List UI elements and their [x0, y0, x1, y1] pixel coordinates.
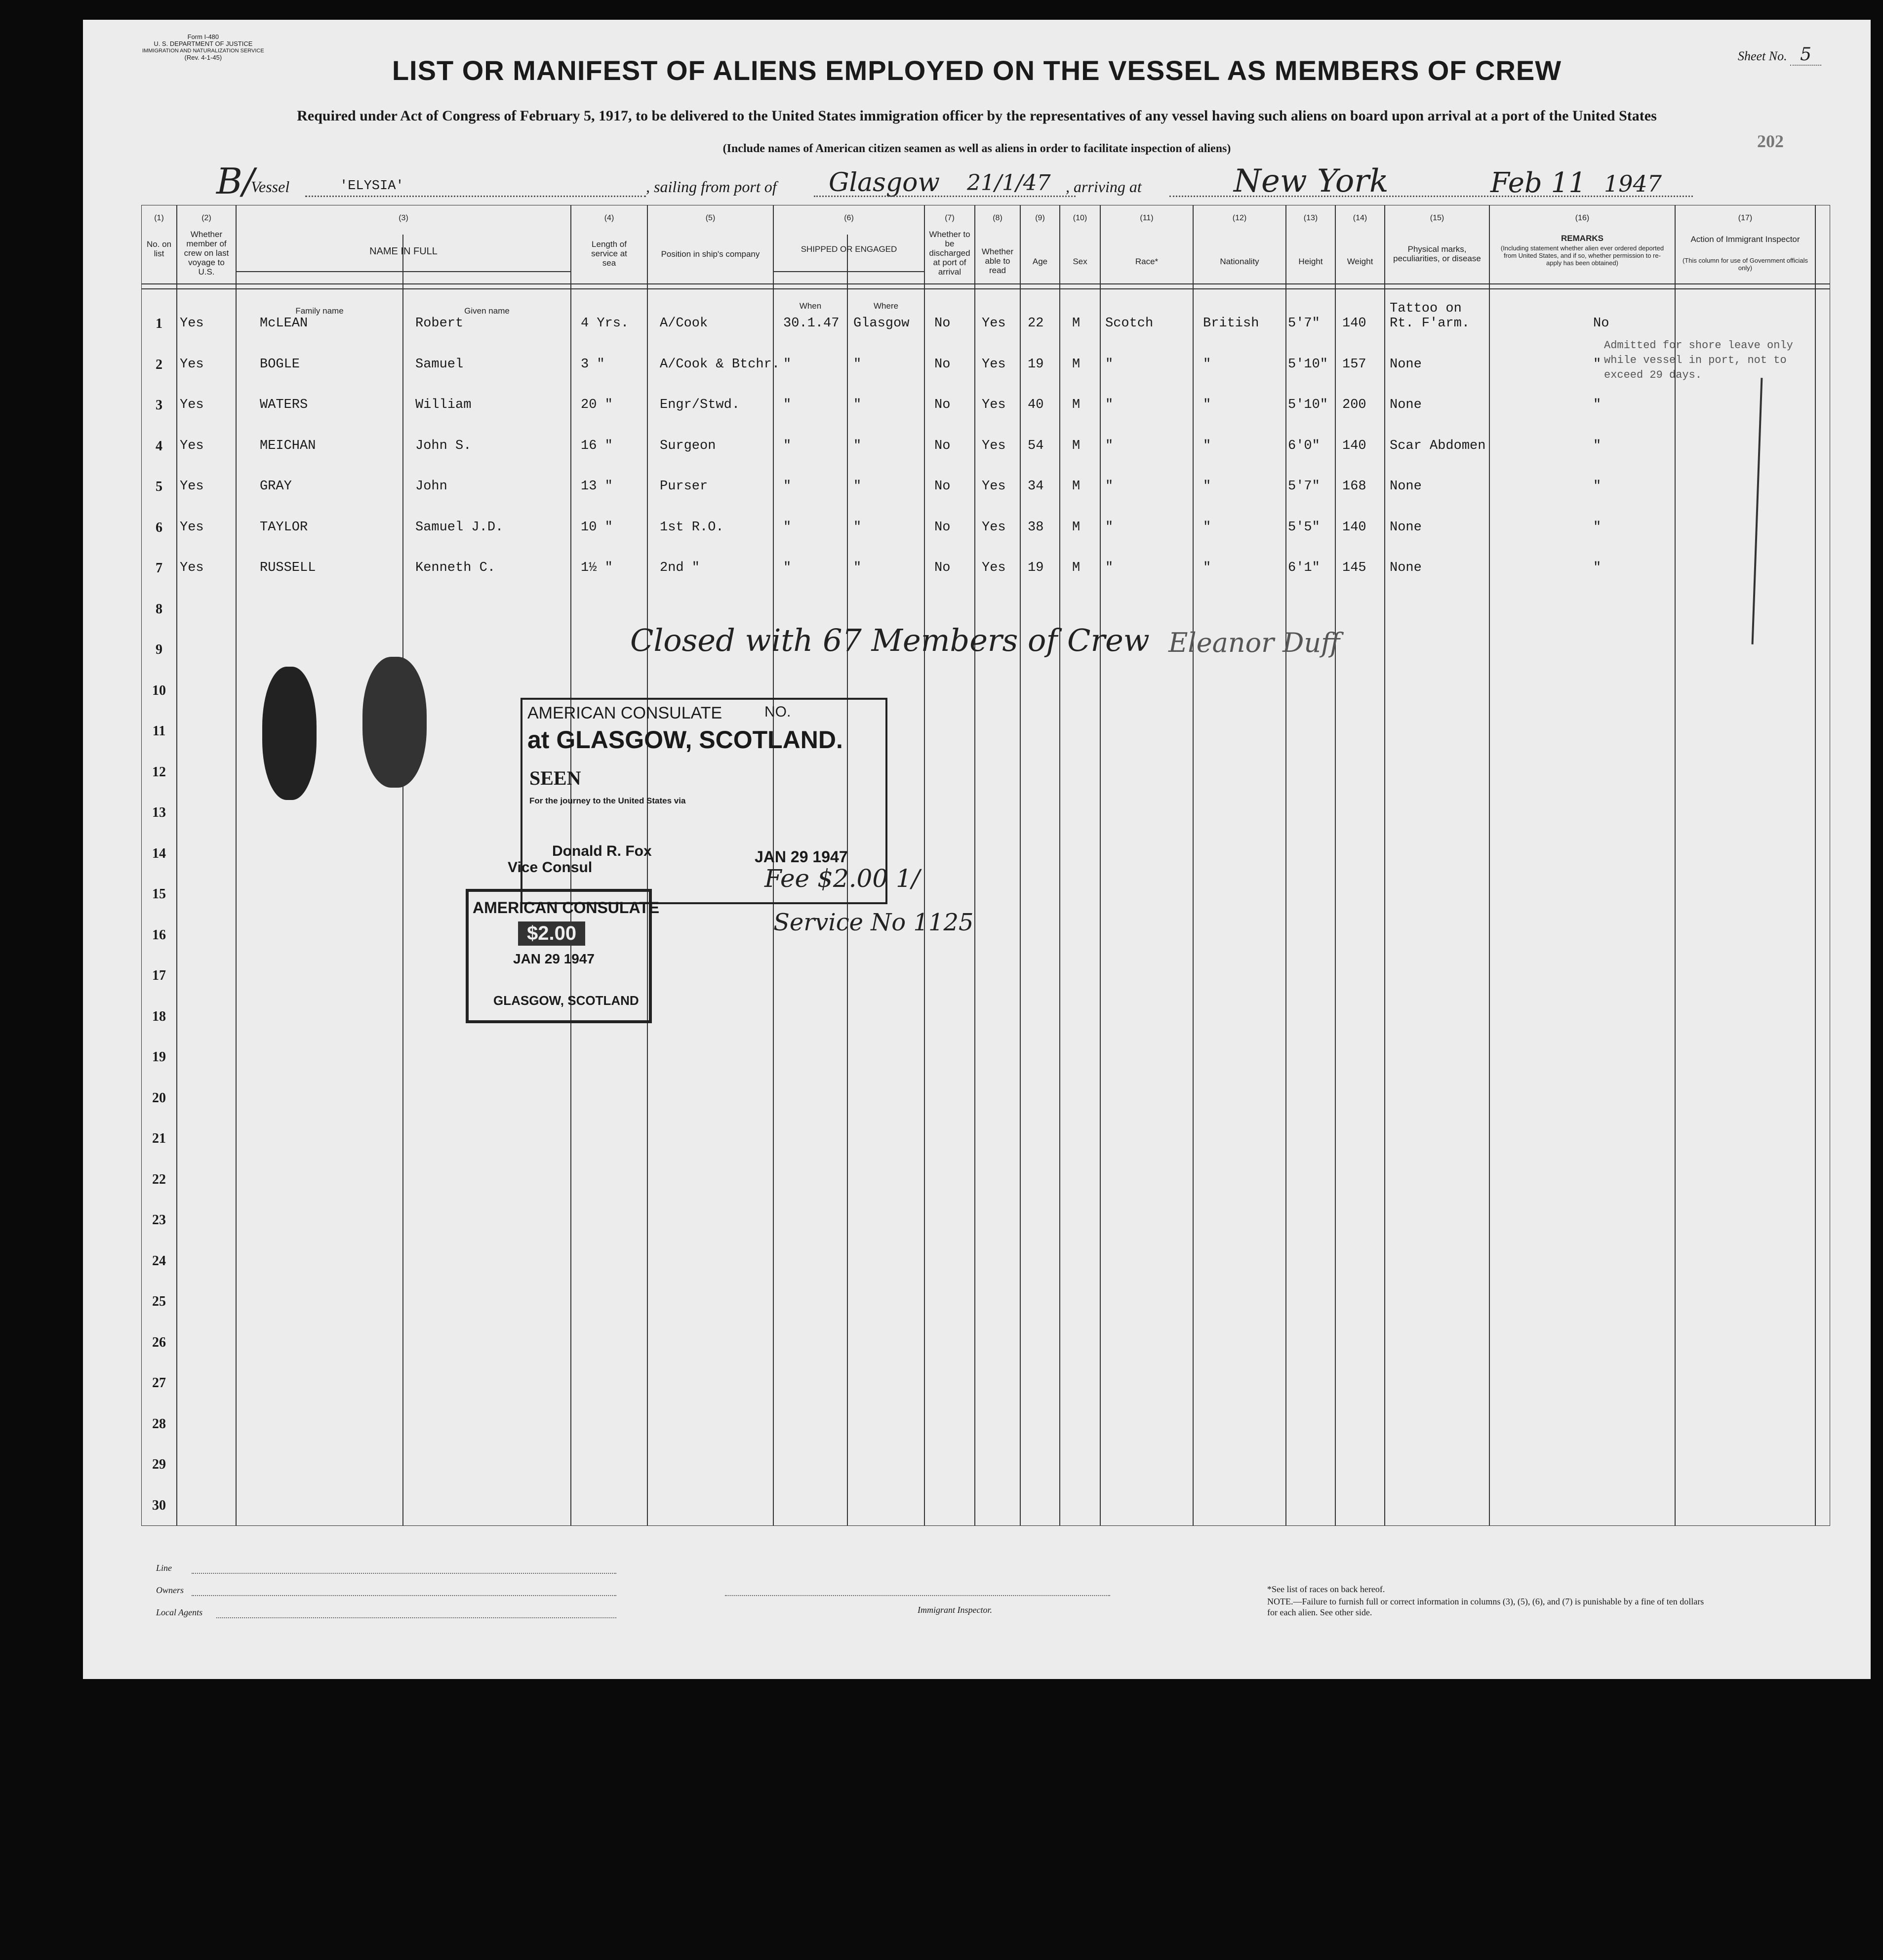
col-header-remarks: REMARKS: [1561, 234, 1603, 243]
consulate-no-label: NO.: [764, 704, 791, 720]
cell-discharged: No: [934, 438, 951, 453]
col-header-when: When: [799, 301, 822, 311]
row-number: 1: [156, 316, 162, 331]
cell-shipped-where: ": [853, 357, 862, 372]
cell-last-voyage: Yes: [180, 479, 204, 494]
row-number: 24: [152, 1253, 166, 1269]
col-header-race: Race*: [1135, 257, 1159, 266]
form-rev: (Rev. 4-1-45): [184, 54, 222, 61]
fee-stamp-bottom: GLASGOW, SCOTLAND: [493, 993, 639, 1008]
cell-height: 5'10": [1288, 357, 1328, 372]
row-number: 21: [152, 1131, 166, 1146]
remark-note: Admitted for shore leave only while vessel in port, not to exceed 29 days.: [1604, 339, 1793, 381]
signature: Eleanor Duff: [1168, 627, 1340, 658]
cell-shipped-where: ": [853, 520, 862, 535]
consulate-signer: Donald R. Fox: [552, 843, 652, 859]
manifest-table: [141, 205, 1830, 1526]
cell-discharged: No: [934, 520, 951, 535]
col-num-4: (4): [604, 214, 614, 222]
cell-height: 6'1": [1288, 560, 1320, 575]
cell-physical-marks: Tattoo on Rt. F'arm.: [1390, 301, 1470, 331]
col-header-age: Age: [1032, 257, 1048, 266]
cell-shipped-where: ": [853, 479, 862, 494]
col-header-service: Length of service at sea: [591, 240, 627, 268]
consulate-date: JAN 29 1947: [755, 848, 848, 866]
cell-discharged: No: [934, 357, 951, 372]
cell-position: Purser: [660, 479, 708, 494]
sailing-date: 21/1/47: [967, 170, 1051, 196]
cell-sex: M: [1072, 398, 1081, 412]
cell-service-length: 4 Yrs.: [581, 316, 629, 331]
arriving-date: Feb 11: [1490, 167, 1586, 199]
cell-physical-marks: None: [1390, 398, 1422, 412]
col-num-15: (15): [1430, 214, 1444, 222]
cell-remarks: ": [1593, 357, 1602, 372]
cell-shipped-where: ": [853, 398, 862, 412]
cell-given-name: Kenneth C.: [415, 560, 496, 575]
cell-age: 19: [1028, 357, 1044, 372]
cell-shipped-when: ": [783, 479, 792, 494]
cell-discharged: No: [934, 479, 951, 494]
consulate-line2: at GLASGOW, SCOTLAND.: [527, 726, 843, 754]
row-number: 14: [152, 845, 166, 861]
cell-discharged: No: [934, 398, 951, 412]
corner-number: 202: [1757, 131, 1784, 151]
footer-owners-label: Owners: [156, 1585, 184, 1595]
col-header-remarks-sub: (Including statement whether alien ever ordered deported from United States, and if so, whether permission to re-apply has been obtained): [1500, 244, 1664, 267]
fee-stamp-amount: $2.00: [518, 921, 585, 946]
col-num-14: (14): [1353, 214, 1367, 222]
cell-nationality: ": [1203, 479, 1211, 494]
col-header-where: Where: [873, 301, 899, 311]
col-header-name: NAME IN FULL: [369, 246, 438, 257]
cell-nationality: British: [1203, 316, 1259, 331]
sailing-port: Glasgow: [829, 168, 940, 198]
manifest-page: [83, 20, 1871, 1679]
col-header-family: Family name: [295, 306, 344, 316]
row-number: 23: [152, 1212, 166, 1228]
arriving-port: New York: [1234, 163, 1389, 200]
cell-physical-marks: None: [1390, 357, 1422, 372]
sailing-label: , sailing from port of: [646, 178, 777, 196]
cell-service-length: 13 ": [581, 479, 613, 494]
col-header-no: No. on list: [146, 240, 172, 258]
cell-weight: 140: [1342, 438, 1366, 453]
row-number: 4: [156, 438, 162, 454]
cell-race: ": [1105, 357, 1114, 372]
row-number: 19: [152, 1049, 166, 1065]
cell-last-voyage: Yes: [180, 560, 204, 575]
cell-given-name: John S.: [415, 438, 472, 453]
cell-weight: 168: [1342, 479, 1366, 494]
vessel-name: 'ELYSIA': [340, 179, 404, 194]
col-num-6: (6): [844, 214, 854, 222]
cell-nationality: ": [1203, 438, 1211, 453]
cell-able-to-read: Yes: [982, 398, 1006, 412]
cell-nationality: ": [1203, 398, 1211, 412]
cell-height: 5'10": [1288, 398, 1328, 412]
cell-given-name: Samuel: [415, 357, 464, 372]
consulate-seen: SEEN: [529, 767, 581, 789]
col-header-marks: Physical marks, peculiarities, or disease: [1393, 244, 1481, 263]
cell-sex: M: [1072, 357, 1081, 372]
col-header-position: Position in ship's company: [661, 249, 760, 259]
cell-age: 34: [1028, 479, 1044, 494]
cell-age: 40: [1028, 398, 1044, 412]
row-number: 28: [152, 1416, 166, 1432]
cell-race: ": [1105, 438, 1114, 453]
col-num-2: (2): [201, 214, 211, 222]
cell-weight: 140: [1342, 520, 1366, 535]
cell-sex: M: [1072, 479, 1081, 494]
consulate-line1: AMERICAN CONSULATE: [527, 704, 722, 722]
cell-last-voyage: Yes: [180, 316, 204, 331]
fee-stamp: [466, 889, 660, 1023]
fee-annotation: Fee $2.00 1/: [764, 864, 920, 893]
cell-age: 54: [1028, 438, 1044, 453]
col-header-discharged: Whether to be discharged at port of arrival: [929, 230, 970, 277]
cell-service-length: 20 ": [581, 398, 613, 412]
cell-race: ": [1105, 560, 1114, 575]
col-header-inspector-sub: (This column for use of Government officials only): [1682, 257, 1808, 272]
cell-shipped-when: ": [783, 520, 792, 535]
row-number: 11: [152, 723, 166, 739]
cell-family-name: WATERS: [260, 398, 308, 412]
row-number: 2: [156, 357, 162, 372]
cell-shipped-when: ": [783, 398, 792, 412]
closed-annotation: Closed with 67 Members of Crew: [630, 622, 1150, 658]
footer-inspector-label: Immigrant Inspector.: [918, 1605, 992, 1615]
col-num-11: (11): [1140, 214, 1154, 222]
include-note: (Include names of American citizen seamen as well as aliens in order to facilitate inspection of aliens): [722, 142, 1231, 155]
cell-height: 5'7": [1288, 479, 1320, 494]
col-num-3: (3): [399, 214, 408, 222]
col-num-12: (12): [1232, 214, 1247, 222]
row-number: 18: [152, 1008, 166, 1024]
col-header-read: Whether able to read: [981, 247, 1014, 275]
col-num-16: (16): [1575, 214, 1590, 222]
row-number: 22: [152, 1171, 166, 1187]
col-header-sex: Sex: [1073, 257, 1087, 266]
cell-remarks: ": [1593, 560, 1602, 575]
cell-race: ": [1105, 520, 1114, 535]
cell-remarks: No: [1593, 316, 1609, 331]
cell-nationality: ": [1203, 520, 1211, 535]
cell-height: 5'5": [1288, 520, 1320, 535]
row-number: 13: [152, 805, 166, 820]
consulate-journey: For the journey to the United States via: [529, 796, 686, 805]
cell-sex: M: [1072, 520, 1081, 535]
cell-discharged: No: [934, 316, 951, 331]
cell-family-name: TAYLOR: [260, 520, 308, 535]
cell-given-name: John: [415, 479, 447, 494]
cell-able-to-read: Yes: [982, 357, 1006, 372]
col-num-7: (7): [945, 214, 955, 222]
form-number: Form I-480: [187, 33, 219, 40]
row-number: 10: [152, 682, 166, 698]
cell-age: 19: [1028, 560, 1044, 575]
cell-discharged: No: [934, 560, 951, 575]
cell-shipped-when: ": [783, 438, 792, 453]
row-number: 8: [156, 601, 162, 617]
sheet-value: 5: [1790, 44, 1821, 66]
col-num-9: (9): [1035, 214, 1045, 222]
cell-remarks: ": [1593, 520, 1602, 535]
cell-height: 5'7": [1288, 316, 1320, 331]
cell-race: Scotch: [1105, 316, 1154, 331]
cell-shipped-when: 30.1.47: [783, 316, 840, 331]
cell-physical-marks: None: [1390, 520, 1422, 535]
col-num-17: (17): [1738, 214, 1753, 222]
cell-height: 6'0": [1288, 438, 1320, 453]
row-number: 20: [152, 1090, 166, 1106]
wax-seal: [262, 667, 317, 800]
row-number: 9: [156, 642, 162, 657]
cell-remarks: ": [1593, 479, 1602, 494]
row-number: 3: [156, 398, 162, 413]
row-number: 15: [152, 886, 166, 902]
cell-weight: 145: [1342, 560, 1366, 575]
cell-family-name: MEICHAN: [260, 438, 316, 453]
row-number: 29: [152, 1457, 166, 1472]
cell-given-name: Robert: [415, 316, 464, 331]
cell-physical-marks: None: [1390, 560, 1422, 575]
cell-given-name: Samuel J.D.: [415, 520, 504, 535]
cell-position: A/Cook: [660, 316, 708, 331]
col-num-1: (1): [154, 214, 164, 222]
col-num-8: (8): [993, 214, 1002, 222]
footer-note: NOTE.—Failure to furnish full or correct information in columns (3), (5), (6), and (7) is punishable by a fine of ten dollars for each alien. See other side.: [1267, 1597, 1704, 1617]
cell-given-name: William: [415, 398, 472, 412]
row-number: 27: [152, 1375, 166, 1391]
col-header-shipped: SHIPPED OR ENGAGED: [801, 244, 897, 254]
cell-position: 2nd ": [660, 560, 700, 575]
col-num-5: (5): [705, 214, 716, 222]
cell-shipped-when: ": [783, 357, 792, 372]
cell-able-to-read: Yes: [982, 316, 1006, 331]
wax-seal: [362, 657, 427, 788]
cell-age: 22: [1028, 316, 1044, 331]
cell-sex: M: [1072, 438, 1081, 453]
cell-race: ": [1105, 398, 1114, 412]
form-service: IMMIGRATION AND NATURALIZATION SERVICE: [142, 48, 264, 54]
row-number: 5: [156, 479, 162, 494]
col-header-given: Given name: [464, 306, 510, 316]
footer-race-note: *See list of races on back hereof.: [1267, 1584, 1385, 1594]
col-header-inspector: Action of Immigrant Inspector: [1690, 235, 1800, 244]
cell-able-to-read: Yes: [982, 438, 1006, 453]
fee-stamp-date: JAN 29 1947: [513, 951, 595, 966]
row-number: 6: [156, 520, 162, 535]
form-dept: U. S. DEPARTMENT OF JUSTICE: [154, 40, 253, 47]
cell-family-name: RUSSELL: [260, 560, 316, 575]
cell-nationality: ": [1203, 357, 1211, 372]
footer-line-label: Line: [156, 1563, 172, 1573]
arriving-year: 1947: [1604, 170, 1662, 197]
cell-service-length: 1½ ": [581, 560, 613, 575]
required-statement: Required under Act of Congress of February 5, 1917, to be delivered to the United States immigration officer by the representatives of any vessel having such aliens on board upon arrival at a port of the United States: [297, 108, 1657, 124]
cell-position: Engr/Stwd.: [660, 398, 740, 412]
cell-position: A/Cook & Btchr.: [660, 357, 780, 372]
cell-remarks: ": [1593, 438, 1602, 453]
cell-age: 38: [1028, 520, 1044, 535]
service-no-annotation: Service No 1125: [773, 909, 974, 936]
cell-race: ": [1105, 479, 1114, 494]
cell-sex: M: [1072, 316, 1081, 331]
cell-position: 1st R.O.: [660, 520, 724, 535]
cell-able-to-read: Yes: [982, 520, 1006, 535]
cell-family-name: GRAY: [260, 479, 292, 494]
cell-last-voyage: Yes: [180, 438, 204, 453]
cell-remarks: ": [1593, 398, 1602, 412]
arriving-label: , arriving at: [1066, 178, 1142, 196]
cell-last-voyage: Yes: [180, 357, 204, 372]
vessel-label: Vessel: [251, 178, 290, 196]
prefix-mark: B/: [216, 160, 255, 202]
cell-physical-marks: None: [1390, 479, 1422, 494]
cell-service-length: 3 ": [581, 357, 605, 372]
col-header-height: Height: [1298, 257, 1323, 266]
col-header-weight: Weight: [1347, 257, 1373, 266]
row-number: 7: [156, 560, 162, 576]
sheet-label: Sheet No.: [1737, 49, 1787, 63]
cell-weight: 200: [1342, 398, 1366, 412]
row-number: 26: [152, 1334, 166, 1350]
cell-shipped-when: ": [783, 560, 792, 575]
cell-able-to-read: Yes: [982, 560, 1006, 575]
cell-shipped-where: Glasgow: [853, 316, 910, 331]
fee-stamp-top: AMERICAN CONSULATE: [473, 899, 660, 917]
col-num-13: (13): [1303, 214, 1318, 222]
cell-service-length: 16 ": [581, 438, 613, 453]
cell-family-name: BOGLE: [260, 357, 300, 372]
col-header-nationality: Nationality: [1220, 257, 1259, 266]
cell-shipped-where: ": [853, 438, 862, 453]
col-header-last-voyage: Whether member of crew on last voyage to U.S.: [184, 230, 229, 277]
consulate-vice-consul: Vice Consul: [508, 859, 593, 876]
cell-shipped-where: ": [853, 560, 862, 575]
cell-last-voyage: Yes: [180, 520, 204, 535]
cell-weight: 140: [1342, 316, 1366, 331]
row-number: 12: [152, 764, 166, 780]
cell-last-voyage: Yes: [180, 398, 204, 412]
cell-service-length: 10 ": [581, 520, 613, 535]
cell-sex: M: [1072, 560, 1081, 575]
cell-able-to-read: Yes: [982, 479, 1006, 494]
cell-position: Surgeon: [660, 438, 716, 453]
row-number: 16: [152, 927, 166, 943]
row-number: 17: [152, 968, 166, 983]
footer-agents-label: Local Agents: [156, 1607, 203, 1617]
row-number: 25: [152, 1294, 166, 1309]
cell-nationality: ": [1203, 560, 1211, 575]
cell-physical-marks: Scar Abdomen: [1390, 438, 1486, 453]
page-title: LIST OR MANIFEST OF ALIENS EMPLOYED ON THE VESSEL AS MEMBERS OF CREW: [392, 55, 1562, 86]
row-number: 30: [152, 1497, 166, 1513]
col-num-10: (10): [1073, 214, 1087, 222]
cell-family-name: McLEAN: [260, 316, 308, 331]
cell-weight: 157: [1342, 357, 1366, 372]
